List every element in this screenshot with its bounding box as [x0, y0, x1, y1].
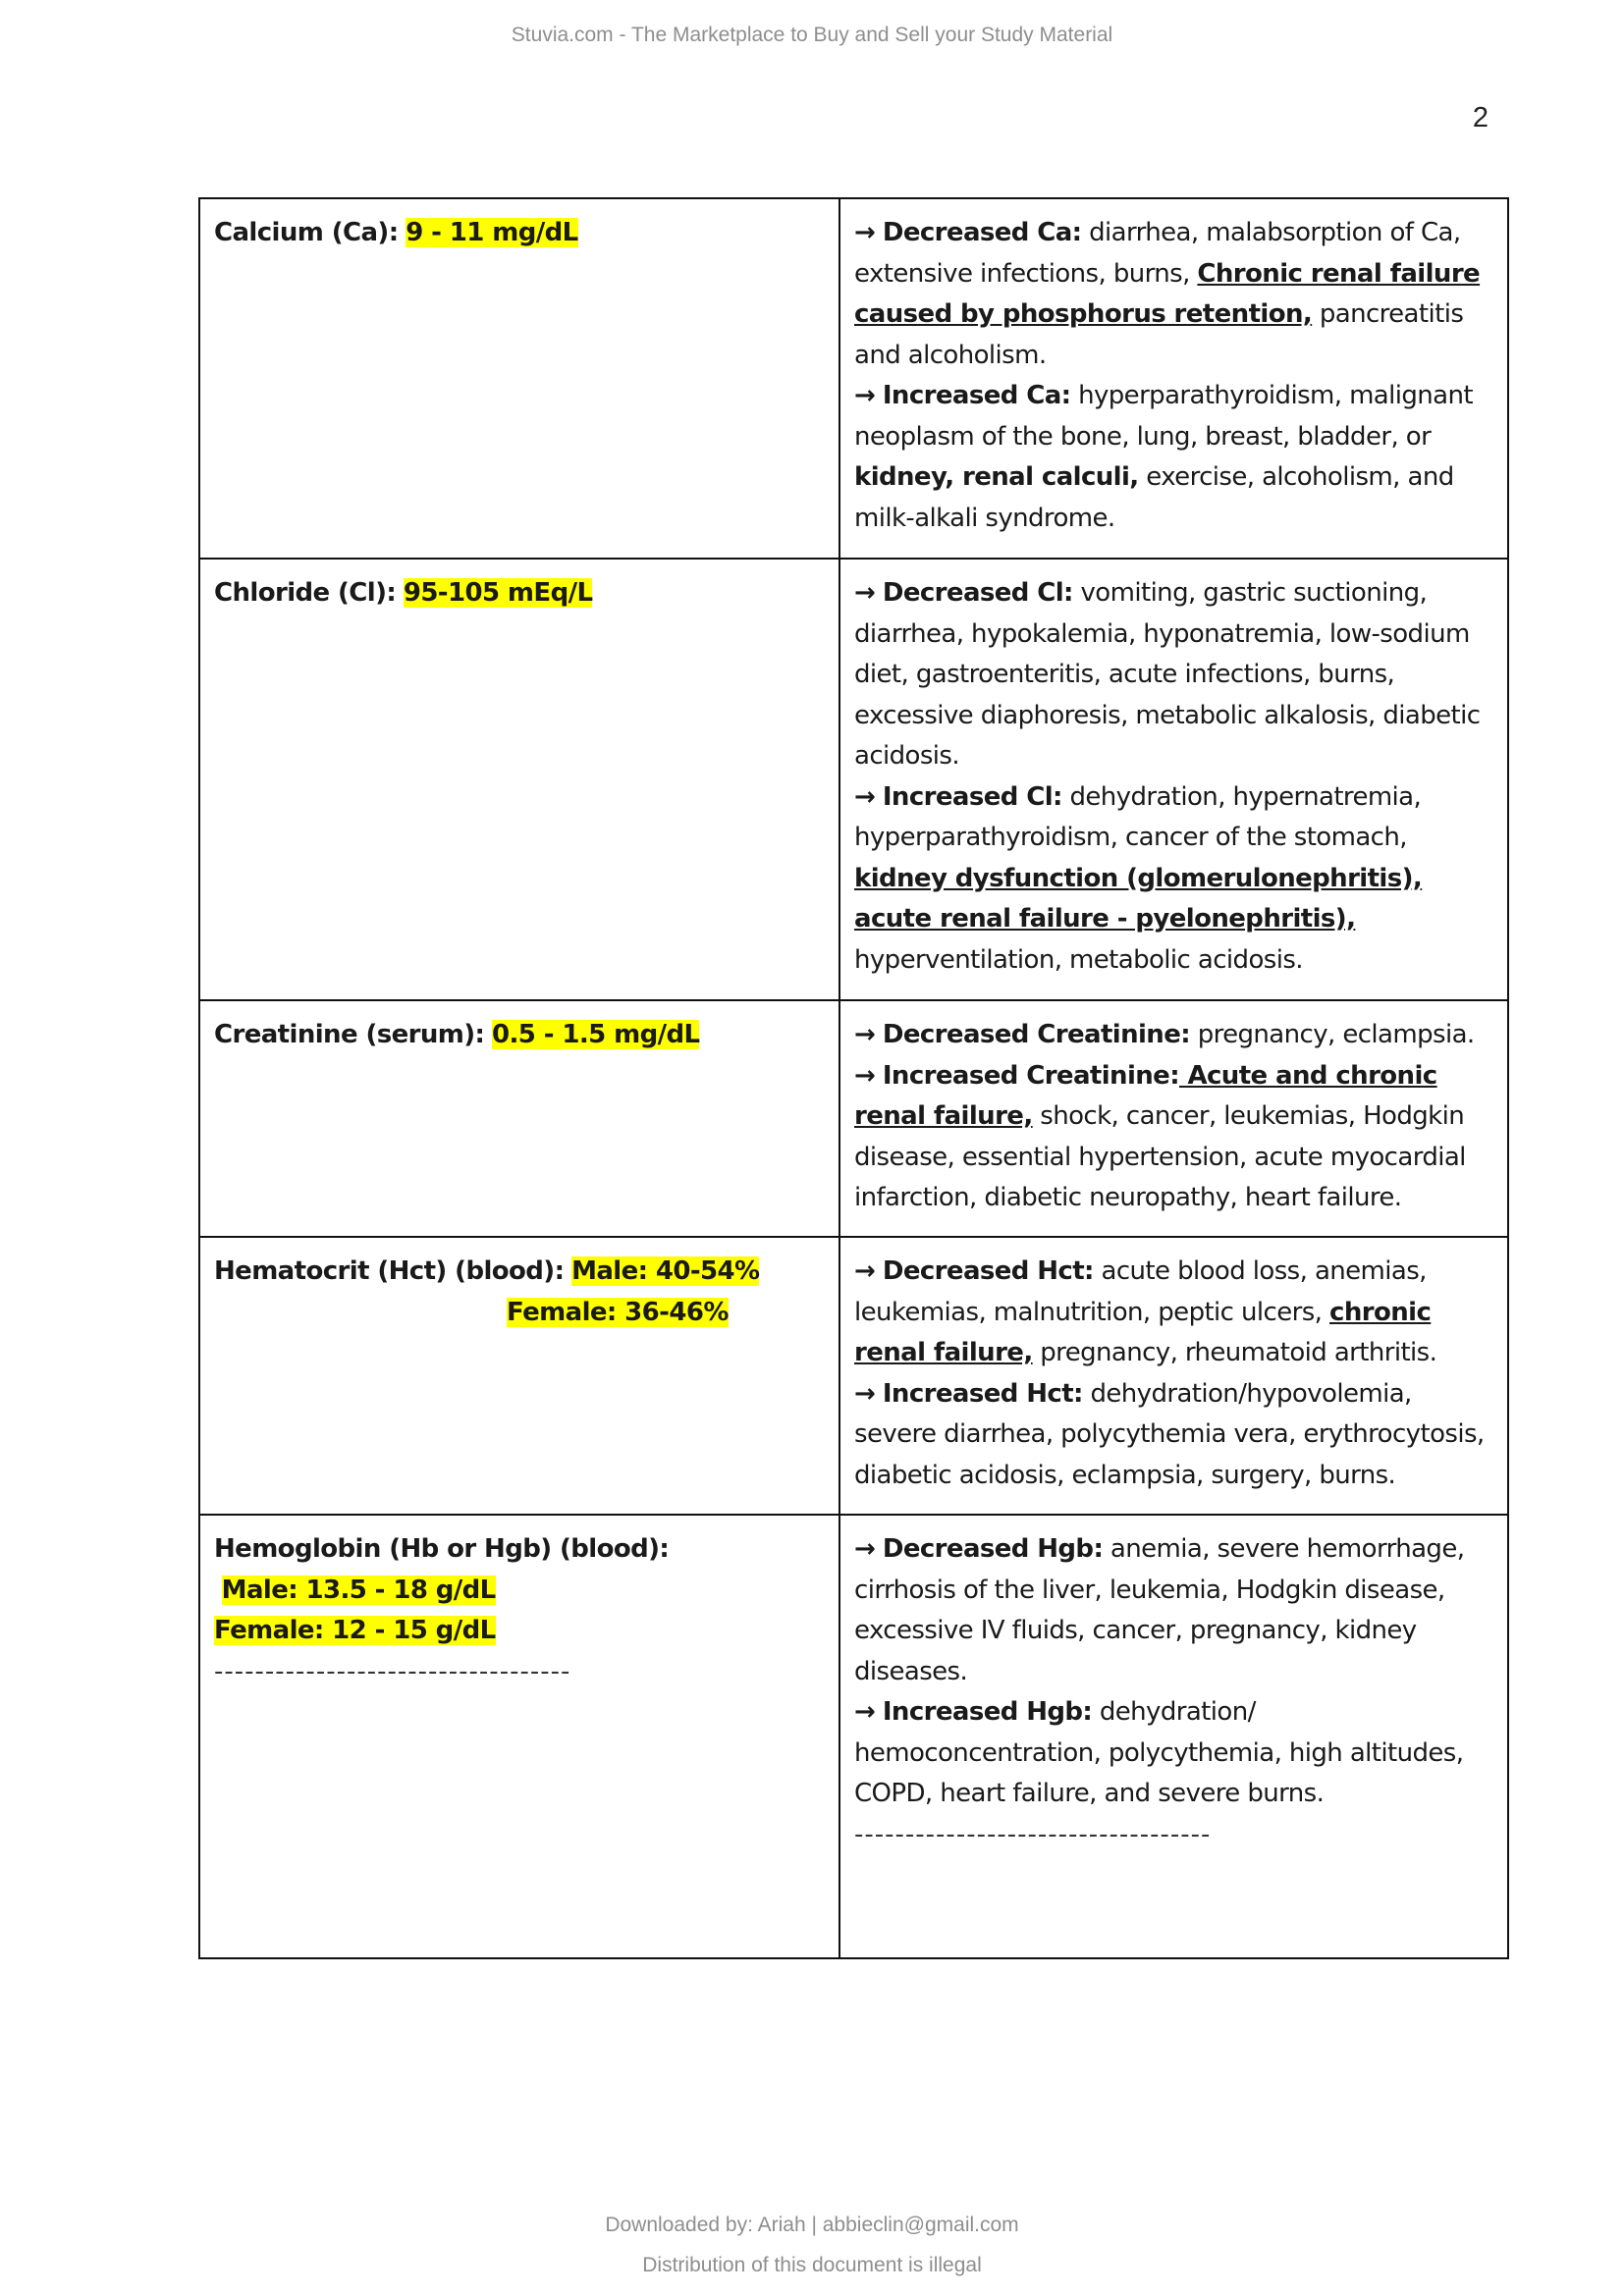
increased-causes: hyperparathyroidism, malignant neoplasm of the bone, lung, breast, bladder, or	[854, 381, 1473, 452]
decreased-label: Decreased Hgb:	[882, 1534, 1104, 1564]
arrow-right-icon: →	[854, 1534, 876, 1564]
decreased-causes-cont: pregnancy, rheumatoid arthritis.	[1032, 1338, 1437, 1367]
normal-range: 9 - 11 mg/dL	[406, 218, 578, 247]
increased-label: Increased Hgb:	[882, 1697, 1093, 1727]
decreased-label: Decreased Hct:	[882, 1256, 1094, 1286]
interpretation-cell	[839, 1515, 1508, 1958]
arrow-right-icon: →	[854, 218, 876, 247]
table-row	[199, 1237, 1508, 1515]
increased-causes-cont: shock, cancer, leukemias, Hodgkin disease, essential hypertension, acute myocardial infarction, diabetic neuropathy, heart failure.	[854, 1101, 1466, 1212]
arrow-right-icon: →	[854, 1256, 876, 1286]
decreased-key-cause: Chronic renal failure caused by phosphorus retention,	[854, 258, 1481, 329]
test-name: Chloride (Cl):	[214, 578, 397, 608]
normal-range-male: Male: 40-54%	[571, 1256, 760, 1286]
increased-causes: dehydration, hypernatremia, hyperparathyroidism, cancer of the stomach,	[854, 781, 1422, 852]
test-name: Hemoglobin (Hb or Hgb) (blood):	[214, 1534, 670, 1564]
stuvia-watermark: Stuvia.com - The Marketplace to Buy and Sell your Study Material	[511, 24, 1113, 46]
lab-values-table	[198, 197, 1509, 1959]
increased-label: Increased Creatinine:	[882, 1060, 1180, 1091]
increased-key-cause: Acute and chronic renal failure,	[854, 1060, 1437, 1131]
decreased-causes: vomiting, gastric suctioning, diarrhea, hypokalemia, hyponatremia, low-sodium diet, gastroenteritis, acute infections, burns, excessive diaphoresis, metabolic alkalosis, diabetic acidosis.	[854, 578, 1481, 771]
interpretation-cell	[839, 559, 1508, 1000]
decreased-label: Decreased Creatinine:	[882, 1020, 1191, 1049]
table-row	[199, 198, 1508, 559]
test-cell	[199, 1515, 839, 1958]
arrow-right-icon: →	[854, 381, 876, 410]
normal-range: 95-105 mEq/L	[403, 578, 593, 608]
decreased-key-cause: chronic renal failure,	[854, 1297, 1432, 1367]
table-row	[199, 1515, 1508, 1958]
dashed-separator: -----------------------------------	[854, 1819, 1212, 1849]
arrow-right-icon: →	[854, 1060, 876, 1091]
increased-label: Increased Cl:	[882, 781, 1062, 812]
test-cell	[199, 1000, 839, 1237]
decreased-causes: anemia, severe hemorrhage, cirrhosis of the liver, leukemia, Hodgkin disease, excessive IV fluids, cancer, pregnancy, kidney diseases.	[854, 1534, 1465, 1686]
decreased-causes: diarrhea, malabsorption of Ca, extensive infections, burns,	[854, 218, 1461, 289]
test-cell	[199, 1237, 839, 1515]
arrow-right-icon: →	[854, 1378, 876, 1409]
normal-range-male: Male: 13.5 - 18 g/dL	[221, 1575, 496, 1605]
test-name: Creatinine (serum):	[214, 1020, 485, 1049]
arrow-right-icon: →	[854, 578, 876, 608]
test-name: Hematocrit (Hct) (blood):	[214, 1256, 565, 1286]
arrow-right-icon: →	[854, 781, 876, 812]
normal-range: 0.5 - 1.5 mg/dL	[492, 1020, 700, 1049]
table-row	[199, 1000, 1508, 1237]
increased-causes: dehydration/hypovolemia, severe diarrhea, polycythemia vera, erythrocytosis, diabetic acidosis, eclampsia, surgery, burns.	[854, 1378, 1485, 1490]
decreased-causes: acute blood loss, anemias, leukemias, malnutrition, peptic ulcers,	[854, 1256, 1427, 1327]
interpretation-cell	[839, 1237, 1508, 1515]
interpretation-cell	[839, 1000, 1508, 1237]
dashed-separator: -----------------------------------	[214, 1656, 571, 1686]
decreased-label: Decreased Cl:	[882, 578, 1073, 608]
increased-causes-cont: exercise, alcoholism, and milk-alkali syndrome.	[854, 462, 1454, 533]
increased-key-cause: kidney dysfunction (glomerulonephritis), acute renal failure - pyelonephritis),	[854, 863, 1423, 934]
test-name: Calcium (Ca):	[214, 218, 399, 247]
page-number: 2	[1472, 102, 1489, 133]
increased-label: Increased Hct:	[882, 1378, 1083, 1409]
interpretation-cell	[839, 198, 1508, 559]
distribution-notice: Distribution of this document is illegal	[642, 2254, 982, 2276]
download-notice: Downloaded by: Ariah | abbieclin@gmail.com	[605, 2214, 1019, 2236]
decreased-label: Decreased Ca:	[882, 218, 1082, 247]
test-cell	[199, 559, 839, 1000]
increased-causes-cont: hyperventilation, metabolic acidosis.	[854, 944, 1303, 975]
test-cell	[199, 198, 839, 559]
normal-range-female: Female: 12 - 15 g/dL	[214, 1616, 496, 1645]
increased-label: Increased Ca:	[882, 381, 1071, 410]
decreased-causes-cont: pancreatitis and alcoholism.	[854, 299, 1464, 370]
table-row	[199, 559, 1508, 1000]
increased-causes: dehydration/ hemoconcentration, polycythemia, high altitudes, COPD, heart failure, and severe burns.	[854, 1697, 1464, 1808]
arrow-right-icon: →	[854, 1020, 876, 1049]
decreased-causes: pregnancy, eclampsia.	[1190, 1020, 1475, 1049]
normal-range-female: Female: 36-46%	[507, 1297, 729, 1327]
arrow-right-icon: →	[854, 1697, 876, 1727]
increased-key-cause: kidney, renal calculi,	[854, 462, 1139, 492]
